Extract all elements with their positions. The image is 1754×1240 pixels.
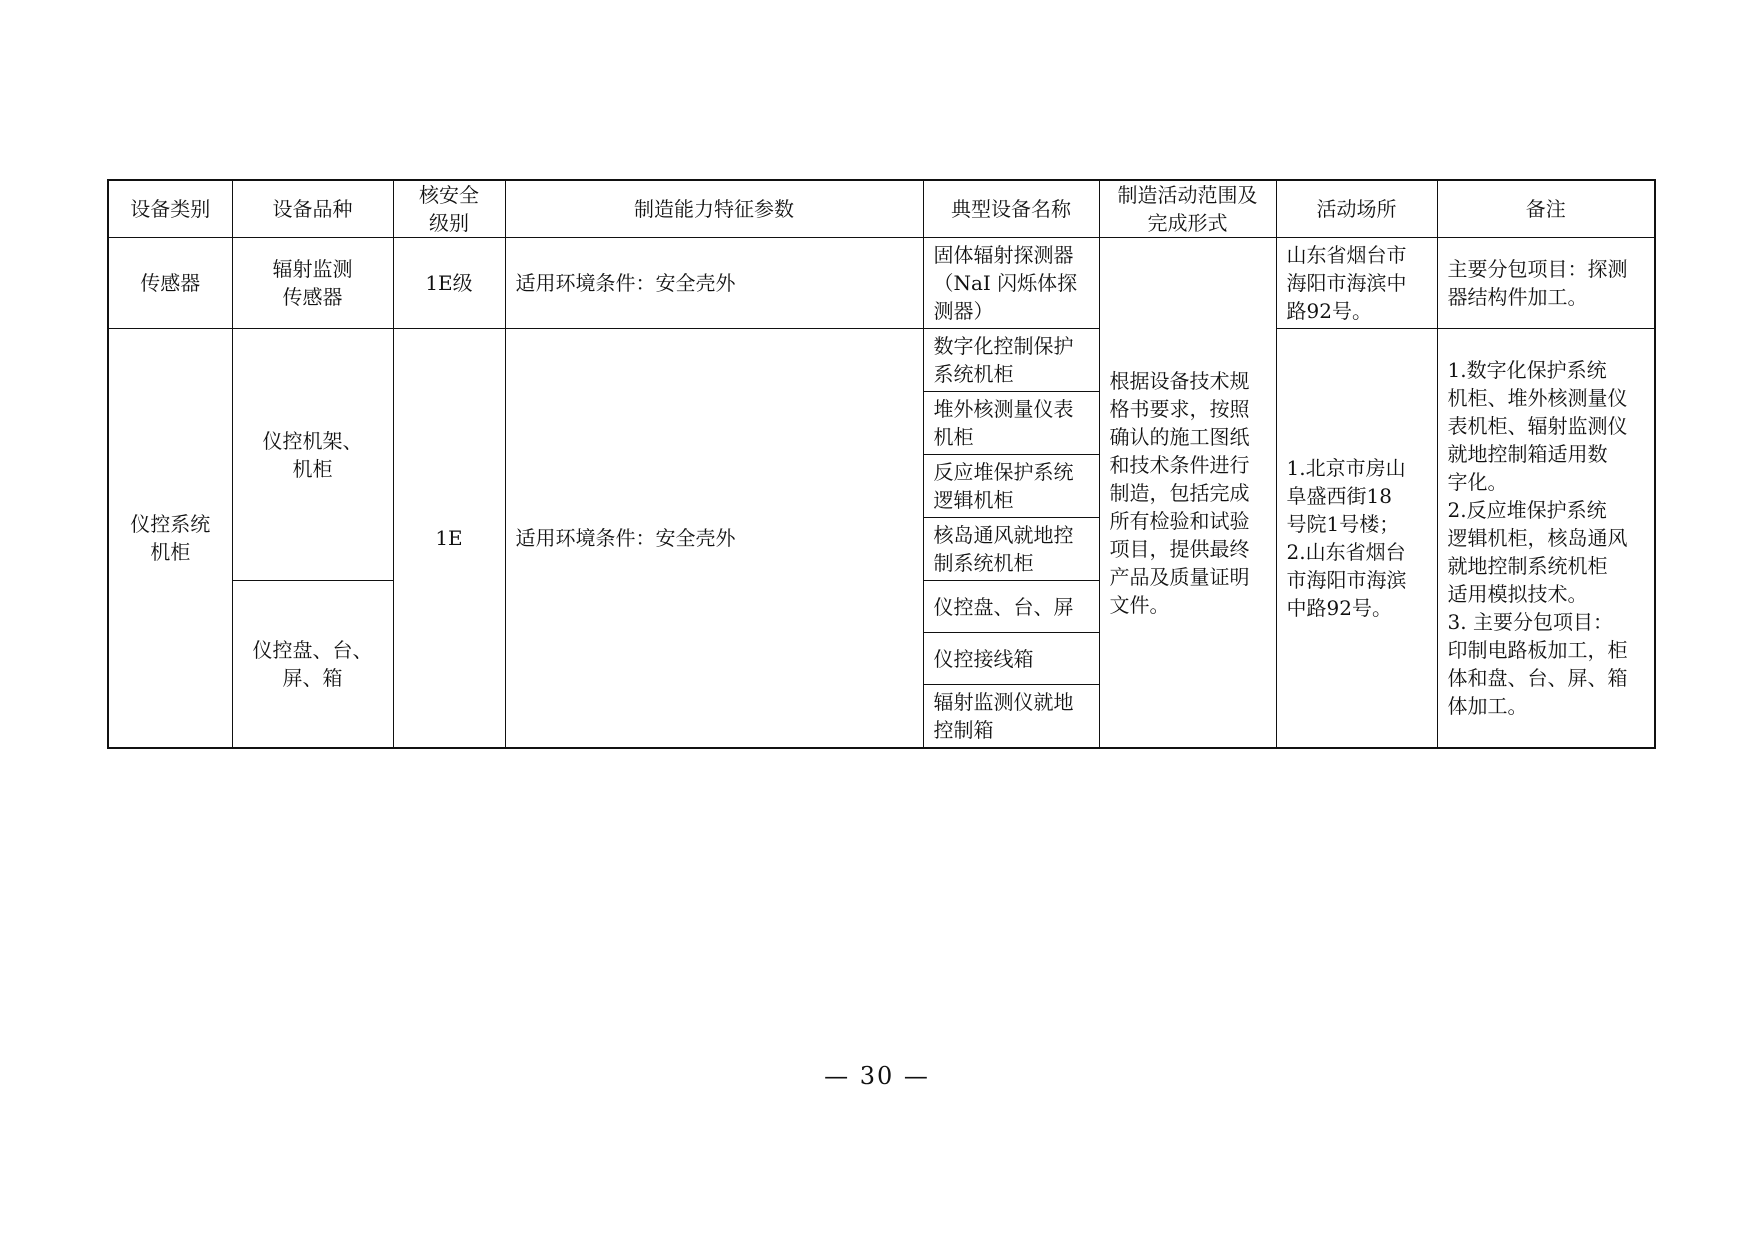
cell-safety-level: 1E: [393, 329, 505, 749]
cell-remark: 主要分包项目：探测 器结构件加工。: [1437, 238, 1655, 329]
cell-device-name: 辐射监测仪就地 控制箱: [923, 685, 1099, 749]
cell-variety: 仪控机架、 机柜: [232, 329, 393, 581]
header-device-name: 典型设备名称: [923, 180, 1099, 238]
cell-device-name: 固体辐射探测器 （NaI 闪烁体探 测器）: [923, 238, 1099, 329]
cell-variety: 辐射监测 传感器: [232, 238, 393, 329]
cell-category: 传感器: [108, 238, 232, 329]
header-location: 活动场所: [1276, 180, 1437, 238]
cell-category: 仪控系统 机柜: [108, 329, 232, 749]
cell-variety: 仪控盘、台、 屏、箱: [232, 581, 393, 749]
header-variety: 设备品种: [232, 180, 393, 238]
cell-device-name: 仪控盘、台、屏: [923, 581, 1099, 633]
cell-device-name: 堆外核测量仪表 机柜: [923, 392, 1099, 455]
cell-device-name: 核岛通风就地控 制系统机柜: [923, 518, 1099, 581]
cell-remark: 1.数字化保护系统 机柜、堆外核测量仪 表机柜、辐射监测仪 就地控制箱适用数 字化。 2.反应堆保护系统 逻辑机柜，核岛通风 就地控制系统机柜 适用模拟技术。 3. 主要分包项目： 印制电路板加工，柜 体和盘、台、屏、箱 体加工。: [1437, 329, 1655, 749]
cell-params: 适用环境条件：安全壳外: [505, 238, 923, 329]
cell-location: 山东省烟台市 海阳市海滨中 路92号。: [1276, 238, 1437, 329]
table-row: [108, 329, 1655, 392]
page-number: — 30 —: [824, 1062, 930, 1090]
cell-params: 适用环境条件：安全壳外: [505, 329, 923, 749]
table-row: [108, 238, 1655, 329]
equipment-table: [107, 179, 1656, 749]
cell-device-name: 反应堆保护系统 逻辑机柜: [923, 455, 1099, 518]
header-category: 设备类别: [108, 180, 232, 238]
header-activity-scope: 制造活动范围及 完成形式: [1099, 180, 1276, 238]
header-params: 制造能力特征参数: [505, 180, 923, 238]
header-remark: 备注: [1437, 180, 1655, 238]
cell-device-name: 仪控接线箱: [923, 633, 1099, 685]
cell-activity-scope: 根据设备技术规 格书要求，按照 确认的施工图纸 和技术条件进行 制造，包括完成 所有检验和试验 项目，提供最终 产品及质量证明 文件。: [1099, 238, 1276, 749]
header-safety-level: 核安全 级别: [393, 180, 505, 238]
cell-device-name: 数字化控制保护 系统机柜: [923, 329, 1099, 392]
table-header-row: [108, 180, 1655, 238]
cell-safety-level: 1E级: [393, 238, 505, 329]
cell-location: 1.北京市房山 阜盛西街18 号院1号楼； 2.山东省烟台 市海阳市海滨 中路92号。: [1276, 329, 1437, 749]
